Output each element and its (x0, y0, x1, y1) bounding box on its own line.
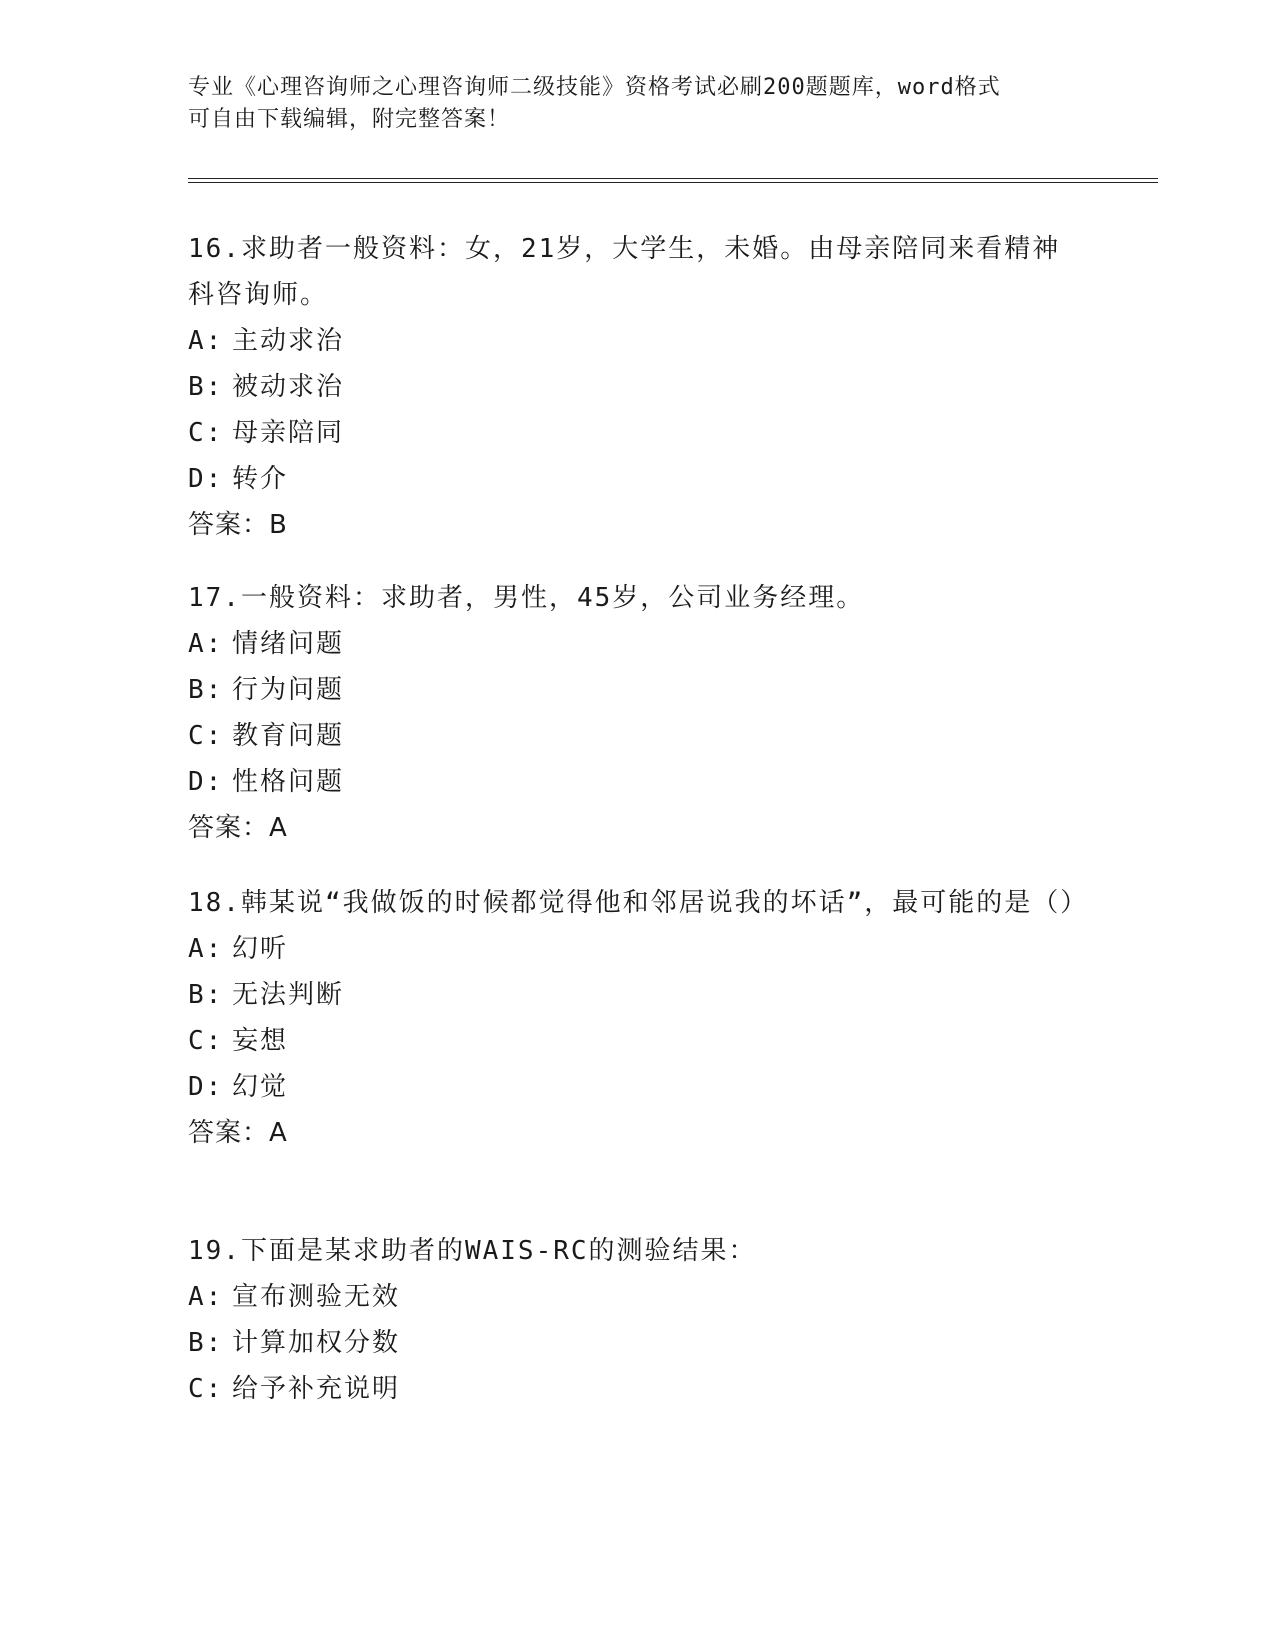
option-text: 情绪问题 (232, 629, 345, 659)
option-a (188, 1274, 1088, 1320)
option-text: 行为问题 (232, 675, 345, 705)
question-stem: 18.韩某说“我做饭的时候都觉得他和邻居说我的坏话”，最可能的是（） (188, 888, 1089, 918)
option-c (188, 713, 1088, 759)
option-key: A: (188, 1282, 224, 1312)
option-text: 宣布测验无效 (232, 1282, 401, 1312)
option-key: A: (188, 326, 224, 356)
header-divider (188, 178, 1158, 183)
answer-label: 答案：A (188, 1118, 288, 1148)
option-text: 性格问题 (232, 767, 345, 797)
option-key: C: (188, 1374, 224, 1404)
option-a (188, 621, 1088, 667)
question-stem: 16.求助者一般资料：女，21岁，大学生，未婚。由母亲陪同来看精神科咨询师。 (188, 234, 1061, 310)
option-key: B: (188, 372, 224, 402)
option-text: 幻听 (232, 934, 289, 964)
option-b (188, 667, 1088, 713)
header-line-2: 可自由下载编辑，附完整答案！ (188, 107, 511, 132)
option-text: 妄想 (232, 1026, 289, 1056)
option-key: C: (188, 1026, 224, 1056)
option-a (188, 926, 1088, 972)
option-d (188, 759, 1088, 805)
header-line-1: 专业《心理咨询师之心理咨询师二级技能》资格考试必刷200题题库，word格式 (188, 75, 1001, 100)
question-stem: 19.下面是某求助者的WAIS-RC的测验结果： (188, 1236, 757, 1266)
option-key: D: (188, 464, 224, 494)
option-text: 转介 (232, 464, 289, 494)
option-text: 计算加权分数 (232, 1328, 401, 1358)
option-text: 被动求治 (232, 372, 345, 402)
option-key: B: (188, 675, 224, 705)
option-b (188, 972, 1088, 1018)
question-16 (188, 226, 1088, 548)
option-text: 幻觉 (232, 1072, 289, 1102)
option-key: C: (188, 721, 224, 751)
question-stem: 17.一般资料：求助者，男性，45岁，公司业务经理。 (188, 583, 865, 613)
option-key: A: (188, 629, 224, 659)
option-text: 母亲陪同 (232, 418, 345, 448)
option-text: 主动求治 (232, 326, 345, 356)
option-c (188, 1366, 1088, 1412)
option-c (188, 410, 1088, 456)
option-key: C: (188, 418, 224, 448)
document-header (188, 72, 1048, 136)
option-b (188, 1320, 1088, 1366)
option-d (188, 456, 1088, 502)
option-key: B: (188, 1328, 224, 1358)
option-text: 给予补充说明 (232, 1374, 401, 1404)
option-b (188, 364, 1088, 410)
answer-label: 答案：A (188, 813, 288, 843)
option-key: B: (188, 980, 224, 1010)
question-19 (188, 1228, 1088, 1412)
option-d (188, 1064, 1088, 1110)
option-text: 教育问题 (232, 721, 345, 751)
question-17 (188, 575, 1088, 851)
question-18 (188, 880, 1088, 1156)
option-key: A: (188, 934, 224, 964)
option-a (188, 318, 1088, 364)
option-text: 无法判断 (232, 980, 345, 1010)
option-key: D: (188, 767, 224, 797)
option-c (188, 1018, 1088, 1064)
answer-label: 答案：B (188, 510, 288, 540)
option-key: D: (188, 1072, 224, 1102)
